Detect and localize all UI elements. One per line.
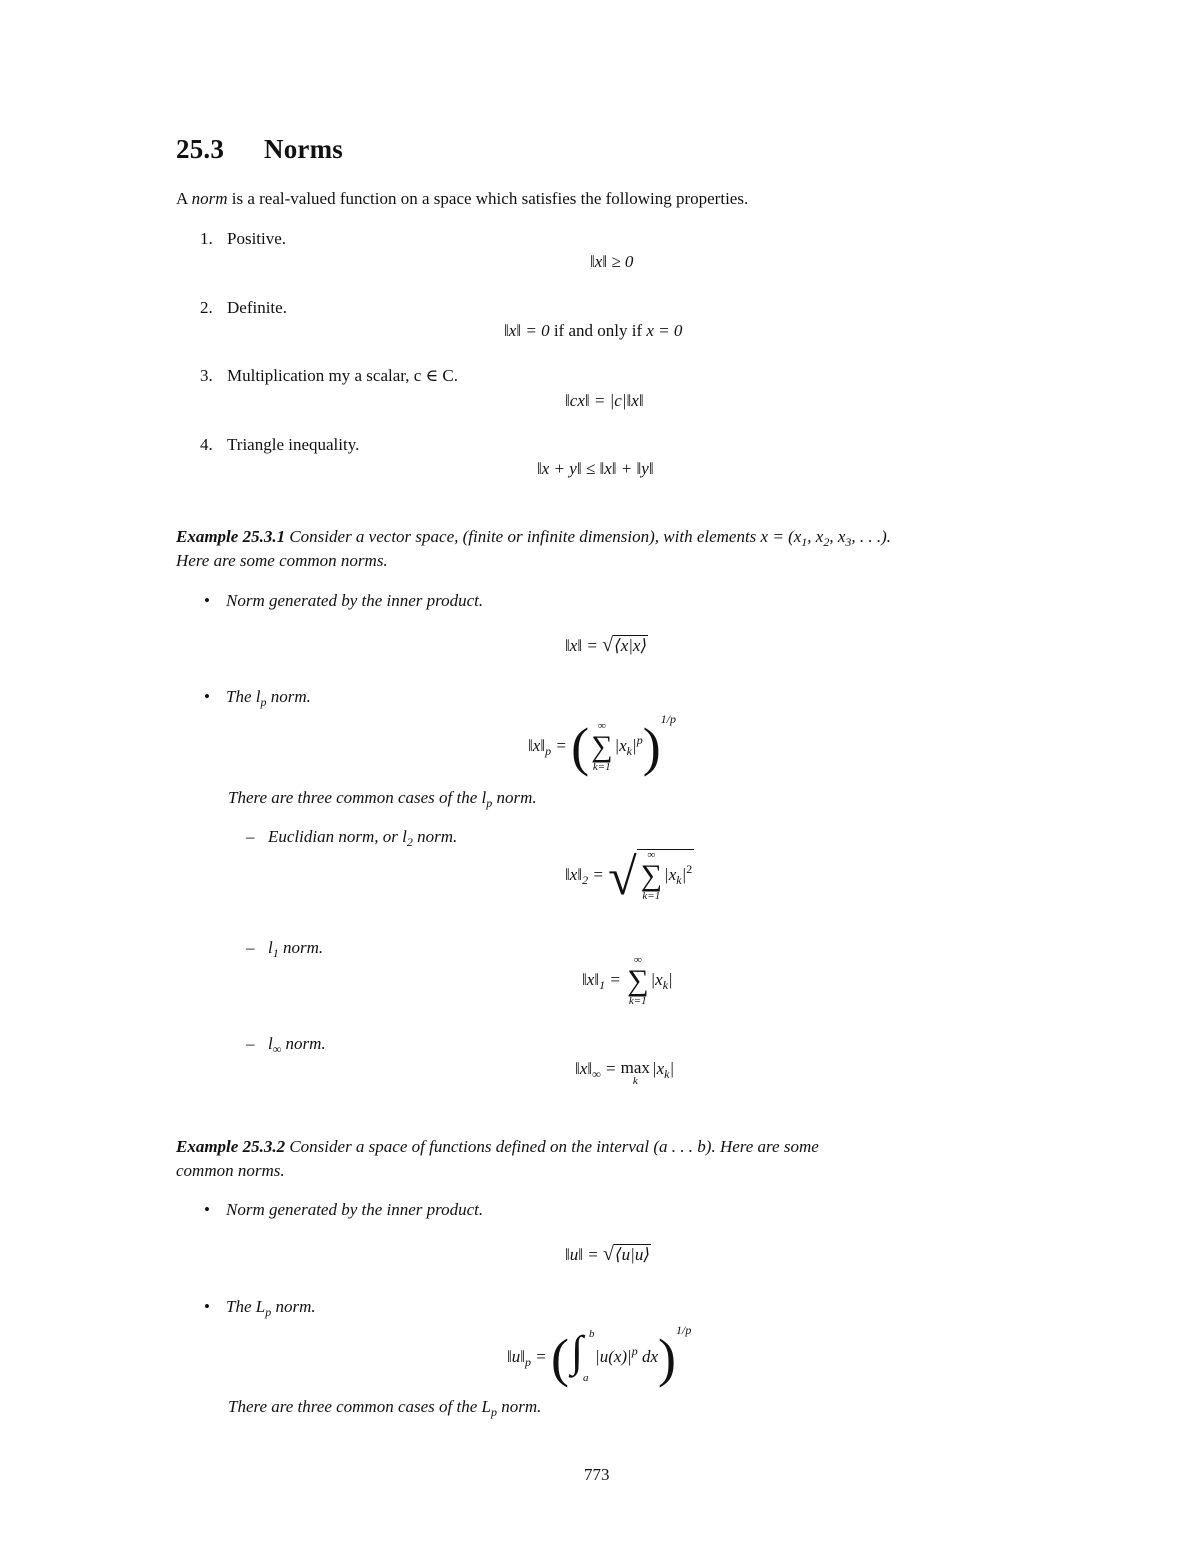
sqrt-icon: √	[602, 634, 614, 656]
integrand: |u(x)|	[595, 1347, 632, 1366]
example1-line2: Here are some common norms.	[176, 551, 388, 570]
property-label: Definite.	[227, 298, 287, 317]
case-text-end: norm.	[281, 1034, 326, 1053]
property-label: Triangle inequality.	[227, 435, 360, 454]
section-heading	[176, 134, 343, 165]
formula-scalar: ‖cx‖ = |c|‖x‖	[565, 391, 644, 410]
max-operator	[621, 1059, 650, 1087]
bullet-icon: •	[204, 1297, 210, 1316]
bullet-icon: •	[204, 687, 210, 706]
example2-label: Example 25.3.2	[176, 1137, 286, 1156]
property-item-definite	[200, 297, 287, 319]
equals: =	[551, 736, 572, 755]
sqrt-icon: √	[608, 849, 637, 906]
summand-end: |	[681, 865, 687, 884]
cases-text-end: norm.	[496, 1397, 542, 1416]
formula-triangle: ‖x + y‖ ≤ ‖x‖ + ‖y‖	[537, 459, 654, 478]
formula-lhs: ‖x‖	[575, 1059, 593, 1078]
radicand: ⟨u|u⟩	[615, 1245, 650, 1264]
max-sub: k	[632, 1075, 638, 1087]
sub-p: p	[545, 744, 552, 758]
case-text-end: norm.	[412, 827, 458, 846]
differential: dx	[637, 1347, 659, 1366]
case-text: Euclidian norm, or l	[268, 827, 407, 846]
property-number: 4.	[200, 435, 213, 454]
integral-lower: a	[583, 1372, 589, 1385]
formula-definite-lhs: ‖x‖ = 0	[504, 321, 550, 340]
integral-operator	[569, 1327, 595, 1385]
dash-icon: –	[246, 1034, 255, 1053]
example2-bullet-inner	[204, 1199, 483, 1221]
example1-bullet-inner	[204, 590, 483, 612]
property-number: 2.	[200, 298, 213, 317]
formula-inner-product-function	[565, 1243, 651, 1266]
bullet-text: The L	[226, 1297, 266, 1316]
case-euclidean	[246, 826, 457, 853]
cases-text: There are three common cases of the L	[228, 1397, 491, 1416]
formula-lhs: ‖x‖	[528, 736, 546, 755]
integral-icon: ∫	[571, 1327, 584, 1377]
sub-k: k	[626, 744, 632, 758]
sum-operator	[627, 955, 648, 1007]
sub-k: k	[662, 977, 669, 992]
sum-icon: ∑	[640, 859, 663, 893]
property-item-scalar	[200, 365, 458, 387]
example1-cases	[228, 787, 537, 814]
case-text: l	[268, 1034, 273, 1053]
sub-1: 1	[801, 535, 808, 549]
right-paren-icon: )	[658, 1328, 677, 1388]
example2-line1	[176, 1136, 819, 1158]
sub-k: k	[664, 1067, 670, 1081]
bullet-text-end: norm.	[266, 687, 311, 706]
section-number: 25.3	[176, 134, 225, 164]
max-text: max	[620, 1058, 650, 1077]
sup-2: 2	[686, 862, 693, 876]
sub-p: p	[525, 1355, 532, 1369]
sub-3: 3	[845, 535, 852, 549]
left-paren-icon: (	[551, 1328, 570, 1388]
equals: =	[605, 969, 626, 989]
text-sep: , x	[807, 527, 824, 546]
case-linf	[246, 1033, 326, 1060]
cases-text-end: norm.	[492, 788, 537, 807]
example1-label: Example 25.3.1	[176, 527, 286, 546]
summand: |x	[614, 736, 627, 755]
sum-icon: ∑	[627, 964, 649, 997]
formula-definite-rhs: x = 0	[646, 321, 683, 340]
formula-l1-norm	[582, 955, 673, 1007]
sub-inf: ∞	[272, 1042, 282, 1056]
intro-paragraph	[176, 188, 748, 210]
intro-term: norm	[191, 189, 228, 208]
sum-lower: k=1	[642, 890, 661, 903]
sub-p: p	[490, 1405, 497, 1419]
integral-upper: b	[589, 1328, 595, 1341]
formula-lhs: ‖u‖ =	[565, 1245, 604, 1264]
sum-operator	[591, 721, 612, 773]
sum-upper: ∞	[647, 849, 656, 862]
case-text: l	[268, 938, 273, 957]
sub-2: 2	[823, 535, 830, 549]
summand: |x	[664, 865, 677, 884]
formula-lhs: ‖x‖ =	[565, 636, 603, 655]
example1-line1	[176, 526, 891, 553]
example1-text: Consider a vector space, (finite or infinite dimension), with elements x = (x	[289, 527, 802, 546]
text-sep: , x	[829, 527, 846, 546]
case-l1	[246, 937, 323, 964]
max-body: |x	[651, 1059, 665, 1078]
property-label: Multiplication my a scalar, c ∈ C.	[227, 366, 458, 385]
formula-definite	[504, 321, 682, 341]
example1-bullet-lp	[204, 686, 311, 713]
sub-k: k	[676, 873, 682, 887]
right-paren-icon: )	[642, 717, 661, 777]
bullet-text: The l	[226, 687, 261, 706]
case-text-end: norm.	[278, 938, 324, 957]
sum-upper: ∞	[633, 954, 642, 966]
outer-exponent: 1/p	[660, 712, 677, 726]
formula-lhs: ‖x‖	[582, 969, 600, 989]
sum-lower: k=1	[592, 761, 611, 774]
sub-2: 2	[582, 873, 589, 887]
formula-l2-norm	[565, 848, 694, 907]
cases-text: There are three common cases of the l	[228, 788, 487, 807]
sum-upper: ∞	[597, 720, 606, 733]
sqrt-icon: √	[603, 1243, 615, 1265]
formula-inner-product-vector	[565, 634, 648, 657]
sub-1: 1	[272, 946, 279, 960]
bullet-text: Norm generated by the inner product.	[226, 591, 484, 610]
formula-lhs: ‖x‖	[565, 865, 583, 884]
equals: =	[588, 865, 609, 884]
page-number: 773	[584, 1465, 610, 1484]
text-end: , . . .).	[851, 527, 892, 546]
sub-1: 1	[599, 977, 606, 992]
sum-operator	[641, 850, 662, 902]
property-label: Positive.	[227, 229, 287, 248]
formula-definite-mid: if and only if	[549, 321, 647, 340]
bullet-icon: •	[204, 591, 210, 610]
radicand	[637, 849, 695, 902]
example2-line2: common norms.	[176, 1161, 285, 1180]
property-number: 1.	[200, 229, 213, 248]
equals: =	[531, 1347, 552, 1366]
property-item-positive	[200, 228, 286, 250]
sub-p: p	[260, 695, 267, 709]
bullet-text-end: norm.	[271, 1297, 316, 1316]
formula-lp-norm	[528, 712, 677, 777]
example2-bullet-Lp	[204, 1296, 316, 1323]
outer-exponent: 1/p	[676, 1323, 692, 1337]
example2-cases	[228, 1396, 541, 1423]
formula-linf-norm	[575, 1059, 674, 1087]
bullet-icon: •	[204, 1200, 210, 1219]
bullet-text: Norm generated by the inner product.	[226, 1200, 484, 1219]
example2-text: Consider a space of functions defined on the interval (a . . . b). Here are some	[289, 1137, 819, 1156]
radicand: ⟨x|x⟩	[614, 636, 648, 655]
intro-pre: A	[176, 189, 192, 208]
equals: =	[600, 1059, 621, 1078]
formula-Lp-norm	[507, 1323, 692, 1388]
dash-icon: –	[246, 827, 255, 846]
formula-lhs: ‖u‖	[507, 1347, 526, 1366]
summand-end: |	[632, 736, 637, 755]
sub-p: p	[265, 1305, 272, 1319]
property-number: 3.	[200, 366, 213, 385]
sum-icon: ∑	[591, 730, 613, 764]
summand: |x	[650, 969, 663, 989]
sup-p: p	[636, 733, 643, 747]
intro-post: is a real-valued function on a space which satisfies the following properties.	[227, 189, 749, 208]
sub-inf: ∞	[592, 1067, 601, 1081]
sum-lower: k=1	[628, 995, 647, 1007]
sub-p: p	[486, 796, 493, 810]
left-paren-icon: (	[571, 717, 590, 777]
section-title: Norms	[264, 134, 343, 164]
summand-end: |	[668, 969, 673, 989]
max-body-end: |	[669, 1059, 675, 1078]
dash-icon: –	[246, 938, 255, 957]
sub-2: 2	[406, 835, 413, 849]
sup-p: p	[631, 1344, 638, 1358]
property-item-triangle	[200, 434, 359, 456]
formula-positive: ‖x‖ ≥ 0	[590, 252, 634, 271]
